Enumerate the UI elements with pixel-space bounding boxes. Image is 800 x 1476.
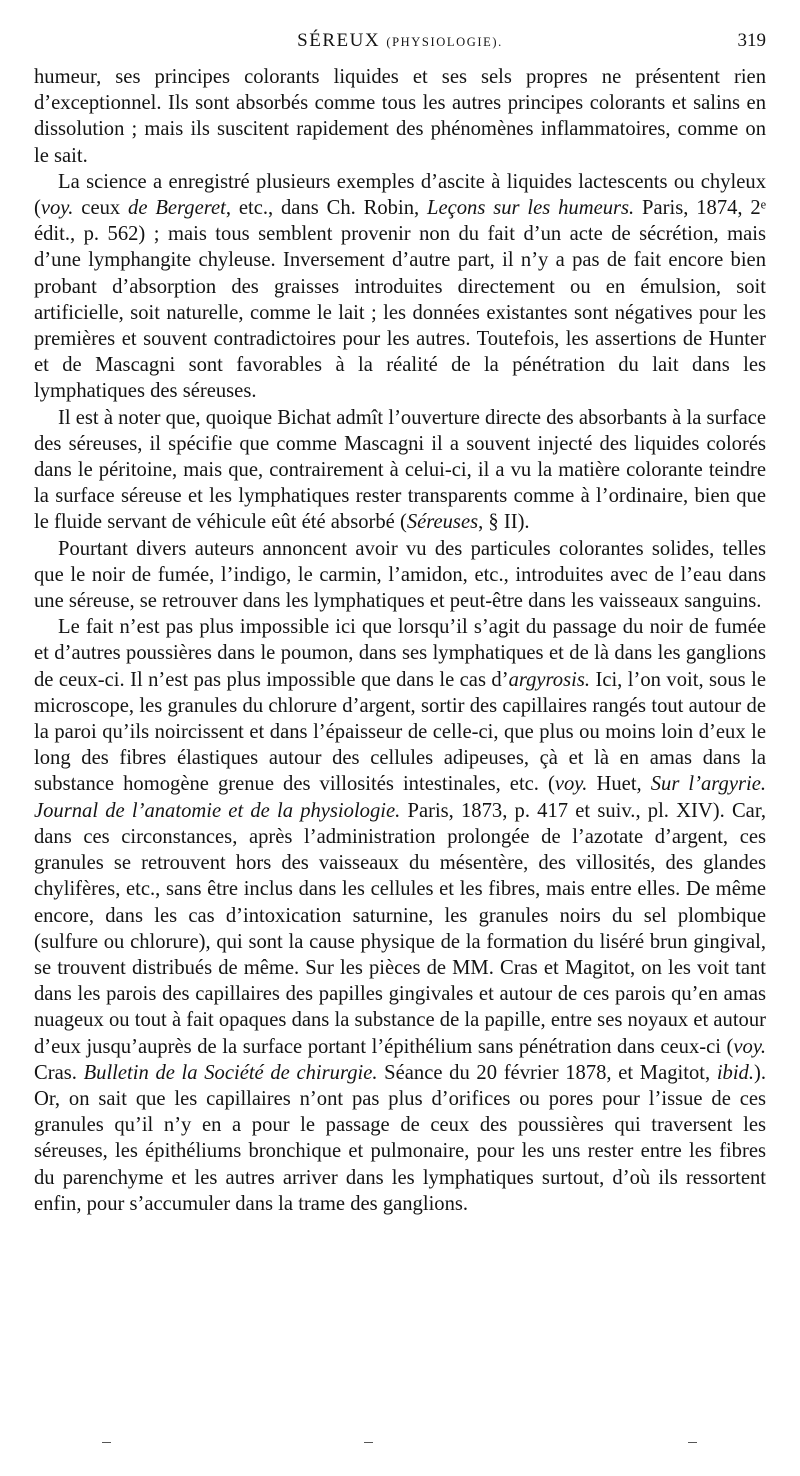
text-run: , etc., dans Ch. Robin, [225,197,427,220]
footer-rule-mark [364,1442,373,1443]
paragraph [34,614,766,1217]
page-header [34,30,766,56]
italic-run: de Bergeret [128,197,226,220]
text-run: humeur, ses principes colorants liquides et ses sels propres ne présentent rien d’exceptionnel. Ils sont absorbés comme tous les autres principes colorants et salins en dissolution ; mais ils suscitent rapidement des phénomènes inflammatoires, comme on le sait. [34,66,766,167]
text-run: Paris, 1873, p. 417 et suiv., pl. XIV). Car, dans ces circonstances, après l’administration prolongée de l’azotate d’argent, ces granules se retrouvent hors des vaisseaux du mésentère, des villosités, des glandes chylifères, etc., sans être inclus dans les cellules et les fibres, mais entre elles. De même encore, dans les cas d’intoxication saturnine, les granules noirs du sel plombique (sulfure ou chlorure), qui sont la cause physique de la formation du liséré brun gingival, se trouvent distribués de même. Sur les pièces de MM. Cras et Magitot, on les voit tant dans les parois des capillaires des papilles gingivales et autour de ces parois qu’en amas nuageux ou tout à fait opaques dans la substance de la papille, entre ses noyaux et autour d’eux jusqu’auprès de la surface portant l’épithélium sans pénétration dans ceux-ci ( [34,799,767,1058]
running-title: SÉREUX [297,30,381,51]
italic-run: Séreuses [406,511,479,534]
paragraph [34,405,766,536]
italic-run: argyrosis. [508,668,591,691]
text-run: Ici, l’on voit, sous le microscope, les granules du chlorure d’argent, sortir des capillaires rangés tout autour de la paroi qu’ils noircissent et dans l’épaisseur de celle-ci, que plus ou moins loin d’eux le long des fibres élastiques autour des cellules adipeuses, çà et là en amas dans la substance homogène grenue des villosités intestinales, etc. ( [34,668,766,796]
text-run: , § II). [478,511,530,534]
page-number: 319 [737,30,766,51]
paragraph [34,64,766,169]
text-run: La science a enregistré plusieurs exemples d’ascite à liquides lactescents ou chyleux ( [34,170,766,220]
running-head [34,30,766,52]
italic-run: voy. [40,197,74,220]
footer-rule-mark [688,1442,697,1443]
italic-run: Sur l’argyrie. Journal de l’anatomie et de la physiologie. [34,773,766,822]
text-run: Huet, [587,773,651,796]
text-run: Paris, 1874, 2ᵉ édit., p. 562) ; mais tous semblent provenir non du fait d’un acte de sécrétion, mais d’une lymphangite chyleuse. Inversement d’autre part, il n’y a pas de fait encore bien probant d’absorption des graisses introduites directement ou en émulsion, soit artificielle, soit naturelle, comme le lait ; les données existantes sont négatives pour les premières et souvent contradictoires pour les autres. Toutefois, les assertions de Hunter et de Mascagni sont favorables à la réalité de la pénétration du lait dans les lymphatiques des séreuses. [34,197,766,403]
italic-run: voy. [554,773,588,796]
italic-run: Leçons sur les humeurs. [427,197,635,220]
text-run: Séance du 20 février 1878, et Magitot, [377,1061,717,1084]
footer-rule-mark [102,1442,111,1443]
italic-run: ibid. [716,1061,754,1084]
text-run: Cras. [34,1061,84,1084]
running-subtitle: (PHYSIOLOGIE). [386,35,503,49]
italic-run: Bulletin de la Société de chirurgie. [83,1061,378,1084]
text-run: Le fait n’est pas plus impossible ici que lorsqu’il s’agit du passage du noir de fumée et d’autres poussières dans le poumon, dans ses lymphatiques et de là dans les ganglions de ceux-ci. Il n’est pas plus impossible que dans le cas d’ [34,616,766,691]
text-run: Pourtant divers auteurs annoncent avoir vu des particules colorantes solides, telles que le noir de fumée, l’indigo, le carmin, l’amidon, etc., introduites avec de l’eau dans une séreuse, se retrouver dans les lymphatiques et peut-être dans les vaisseaux sanguins. [34,537,766,613]
italic-run: voy. [733,1035,766,1058]
paragraph [34,169,766,405]
paragraph [34,536,766,615]
body-text [34,64,766,1217]
text-run: Il est à noter que, quoique Bichat admît l’ouverture directe des absorbants à la surface des séreuses, il spécifie que comme Mascagni il a souvent injecté des liquides colorés dans le péritoine, mais que, contrairement à celui-ci, il a vu la matière colorante teindre la surface séreuse et les lymphatiques rester transparents comme à l’ordinaire, bien que le fluide servant de véhicule eût été absorbé ( [34,406,766,534]
text-run: ). Or, on sait que les capillaires n’ont pas plus d’orifices ou pores pour l’issue de ces granules qu’il n’y en a pour le passage de ceux des poussières qui traversent les séreuses, les épithéliums bronchique et pulmonaire, pour les uns rester entre les fibres du parenchyme et les autres arriver dans les lymphatiques surtout, d’où ils ressortent enfin, pour s’accumuler dans la trame des ganglions. [34,1061,767,1215]
text-run: ceux [73,197,129,220]
